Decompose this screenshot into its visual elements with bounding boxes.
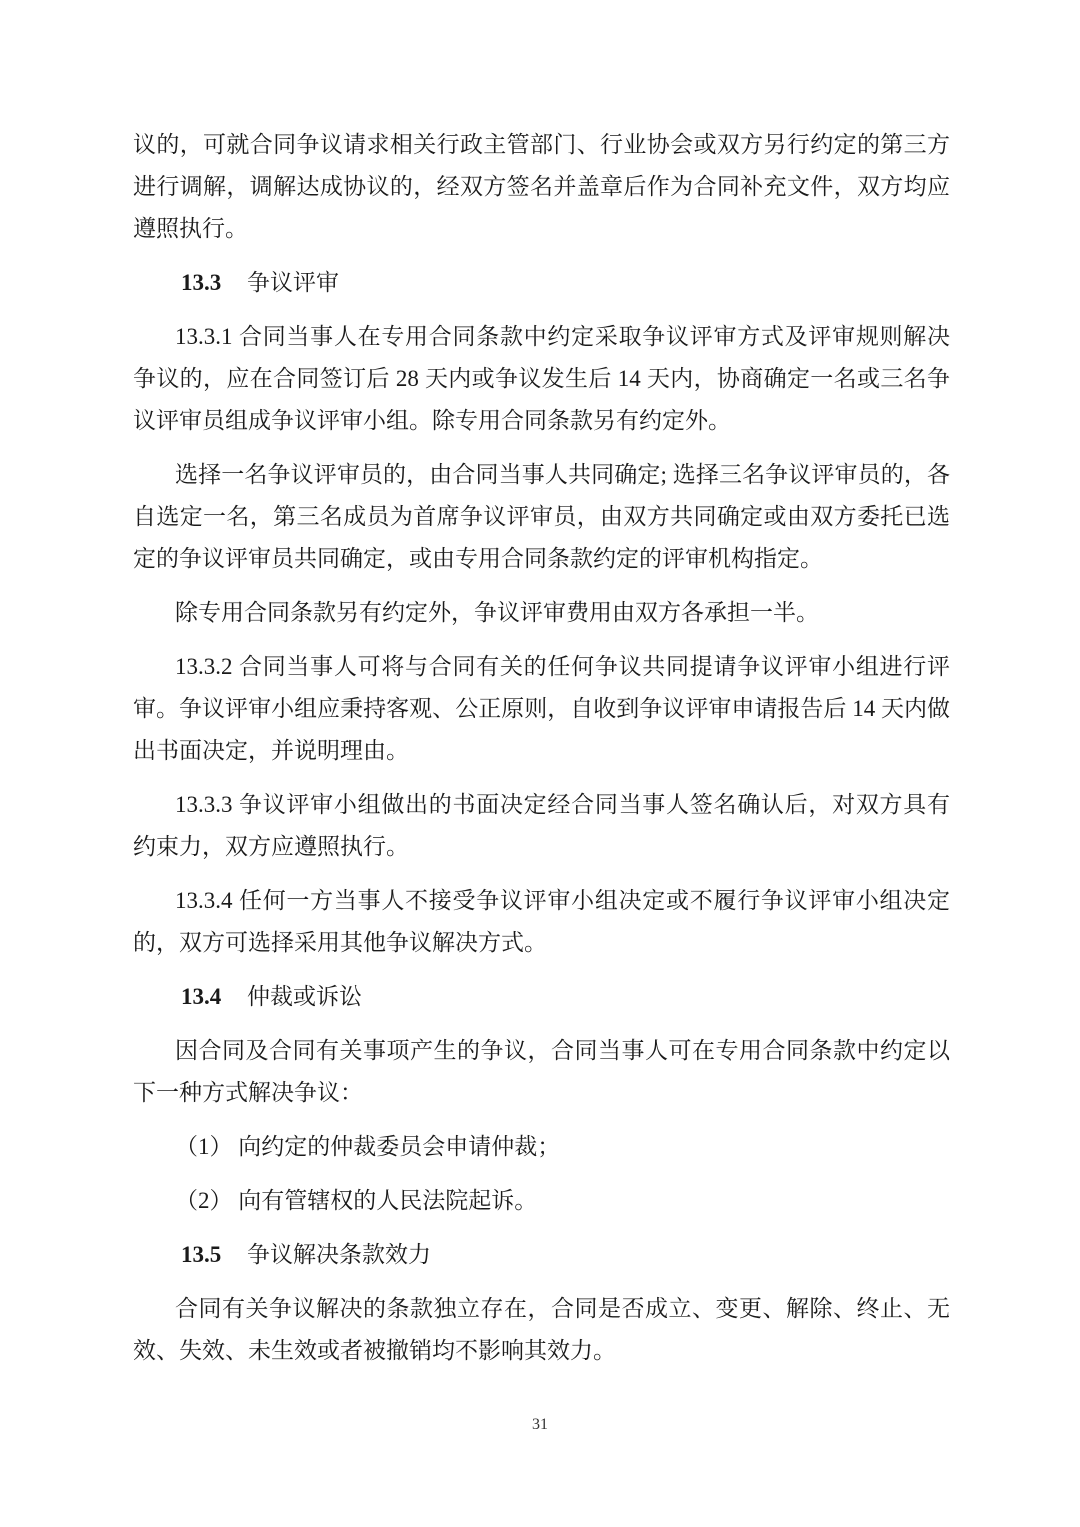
list-item: （2） 向有管辖权的人民法院起诉。 [175,1188,538,1213]
paragraph-continued: 议的，可就合同争议请求相关行政主管部门、行业协会或双方另行约定的第三方进行调解，调解达成协议的，经双方签名并盖章后作为合同补充文件，双方均应遵照执行。 [133,132,950,241]
paragraph-13-3-1: 13.3.1 合同当事人在专用合同条款中约定采取争议评审方式及评审规则解决争议的，应在合同签订后 28 天内或争议发生后 14 天内，协商确定一名或三名争议评审员组成争议评审小组。除专用合同条款另有约定外。 [133,324,950,433]
list-item: （1） 向约定的仲裁委员会申请仲裁； [175,1134,561,1159]
section-number: 13.4 [181,984,222,1009]
section-title: 争议解决条款效力 [247,1242,431,1267]
section-heading-13-5 [133,1234,950,1276]
section-heading-13-4 [133,976,950,1018]
paragraph: 因合同及合同有关事项产生的争议，合同当事人可在专用合同条款中约定以下一种方式解决争议： [133,1038,950,1105]
paragraph-13-3-3: 13.3.3 争议评审小组做出的书面决定经合同当事人签名确认后，对双方具有约束力，双方应遵照执行。 [133,792,950,859]
paragraph: 合同有关争议解决的条款独立存在，合同是否成立、变更、解除、终止、无效、失效、未生效或者被撤销均不影响其效力。 [133,1296,950,1363]
document-body [133,124,950,1384]
section-heading-13-3 [133,262,950,304]
section-number: 13.3 [181,270,222,295]
section-title: 争议评审 [247,270,339,295]
paragraph-13-3-2: 13.3.2 合同当事人可将与合同有关的任何争议共同提请争议评审小组进行评审。争议评审小组应秉持客观、公正原则，自收到争议评审申请报告后 14 天内做出书面决定，并说明理由。 [133,654,950,763]
paragraph: 除专用合同条款另有约定外，争议评审费用由双方各承担一半。 [175,600,819,625]
paragraph: 选择一名争议评审员的，由合同当事人共同确定; 选择三名争议评审员的，各自选定一名，第三名成员为首席争议评审员，由双方共同确定或由双方委托已选定的争议评审员共同确定，或由专用合同条款约定的评审机构指定。 [133,462,950,571]
paragraph-13-3-4: 13.3.4 任何一方当事人不接受争议评审小组决定或不履行争议评审小组决定的，双方可选择采用其他争议解决方式。 [133,888,950,955]
section-number: 13.5 [181,1242,222,1267]
page-number: 31 [532,1416,548,1433]
section-title: 仲裁或诉讼 [247,984,362,1009]
